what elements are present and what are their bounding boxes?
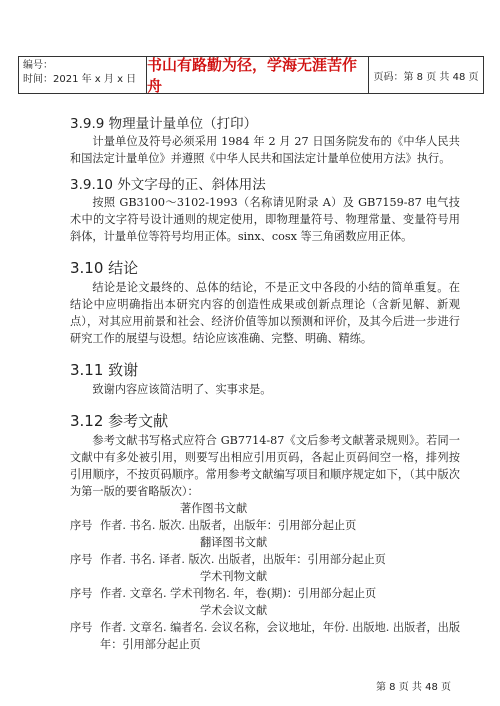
ref-format-row — [70, 619, 460, 653]
section-body-3-11: 致谢内容应该简洁明了、实事求是。 — [92, 383, 272, 396]
header-motto: 书山有路勤为径，学海无涯苦作舟 — [147, 57, 369, 93]
ref-format: 作者. 文章名. 编者名. 会议名称，会议地址，年份. 出版地. 出版者，出版年：引用部分起止页 — [100, 621, 461, 651]
header-meta — [19, 57, 147, 93]
section-title-3-12: 3.12 参考文献 — [70, 412, 169, 430]
ref-format: 作者. 文章名. 学术刊物名. 年，卷(期)：引用部分起止页 — [100, 587, 377, 600]
section-body-3-10: 结论是论文最终的、总体的结论，不是正文中各段的小结的简单重复。在结论中应明确指出本研究内容的创造性成果或创新点理论（含新见解、新观点），对其应用前景和社会、经济价值等加以预测和评价，及其今后进一步进行研究工作的展望与设想。结论应该准确、完整、明确、精练。 — [70, 281, 460, 345]
ref-num: 序号 — [70, 553, 93, 566]
ref-category: 著作图书文献 — [180, 502, 248, 515]
ref-format: 作者. 书名. 译者. 版次. 出版者，出版年：引用部分起止页 — [100, 553, 386, 566]
time-label: 时间：2021 年 x 月 x 日 — [23, 74, 137, 85]
ref-num: 序号 — [70, 519, 93, 532]
ref-num: 序号 — [70, 587, 93, 600]
ref-format-row — [70, 585, 460, 602]
ref-num: 序号 — [70, 621, 93, 634]
ref-format: 作者. 书名. 版次. 出版者，出版年：引用部分起止页 — [100, 519, 357, 532]
ref-category: 翻译图书文献 — [200, 536, 268, 549]
serial-label: 编号： — [23, 60, 53, 71]
section-body-3-9-9: 计量单位及符号必须采用 1984 年 2 月 27 日国务院发布的《中华人民共和国法定计量单位》并遵照《中华人民共和国法定计量单位使用方法》执行。 — [70, 135, 460, 165]
ref-format-row — [70, 517, 460, 534]
ref-category: 学术刊物文献 — [200, 570, 268, 583]
section-title-3-9-9: 3.9.9 物理量计量单位（打印） — [70, 116, 258, 132]
section-title-3-9-10: 3.9.10 外文字母的正、斜体用法 — [70, 177, 266, 193]
page-footer: 第 8 页 共 48 页 — [376, 682, 451, 693]
document-body — [70, 106, 460, 653]
page-header — [18, 56, 484, 94]
ref-category: 学术会议文献 — [200, 604, 268, 617]
ref-format-row — [70, 551, 460, 568]
header-page-label: 页码：第 8 页 共 48 页 — [373, 71, 479, 83]
section-body-3-12: 参考文献书写格式应符合 GB7714-87《文后参考文献著录规则》。若同一文献中有多处被引用，则要写出相应引用页码，各起止页码间空一格，排列按引用顺序，不按页码顺序。常用参考文献编写项目和顺序规定如下，（其中版次为第一版的要省略版次）： — [70, 434, 460, 498]
section-body-3-9-10: 按照 GB3100～3102-1993（名称请见附录 A）及 GB7159-87 电气技术中的文字符号设计通则的规定使用，即物理量符号、物理常量、变量符号用斜体，计量单位等符号均用正体。sinx、cosx 等三角函数应用正体。 — [70, 196, 460, 243]
section-title-3-10: 3.10 结论 — [70, 259, 139, 277]
section-title-3-11: 3.11 致谢 — [70, 361, 139, 379]
